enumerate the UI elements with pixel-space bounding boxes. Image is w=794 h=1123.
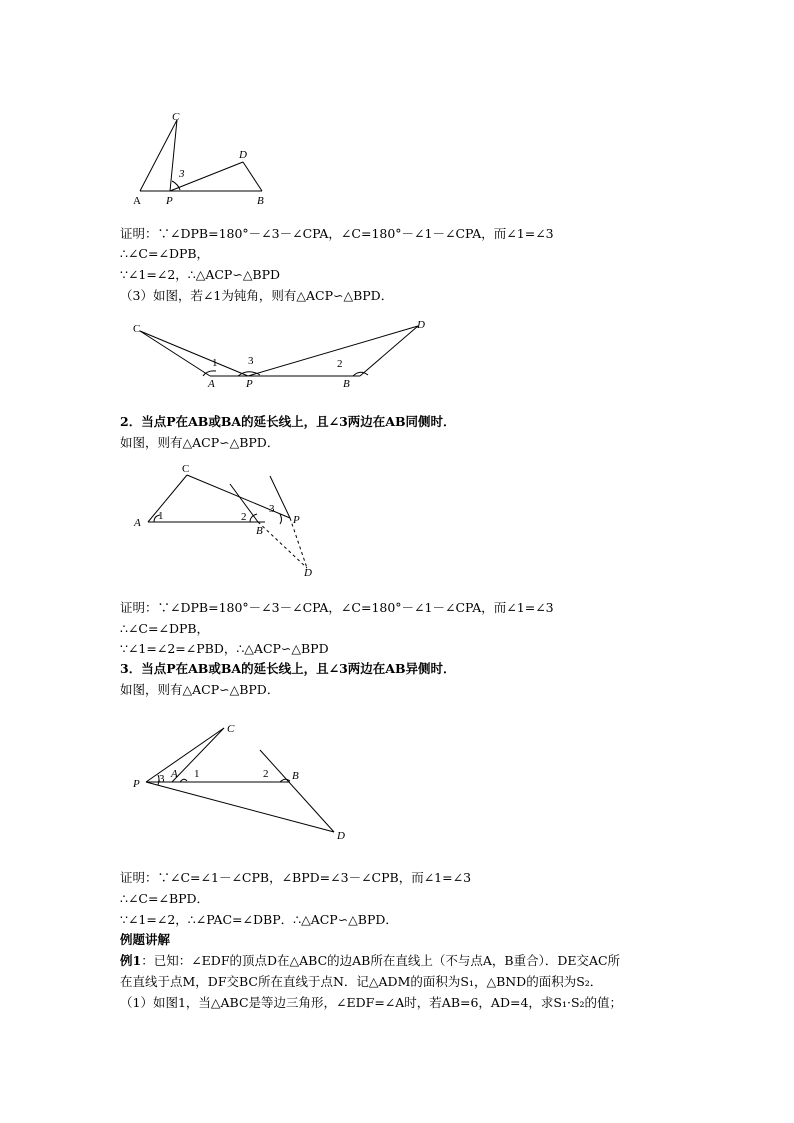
label-A: A	[208, 378, 215, 390]
proof3-line2: ∴∠C=∠BPD．	[120, 891, 210, 906]
examples-heading: 例题讲解	[120, 932, 171, 947]
label-A: A	[133, 195, 141, 207]
label-C: C	[227, 723, 235, 735]
angle-2-label: 2	[241, 511, 247, 523]
proof3-line1: 证明：∵∠C=∠1－∠CPB，∠BPD=∠3－∠CPB，而∠1=∠3	[120, 870, 472, 885]
example1-line2: 在直线于点M，DF交BC所在直线于点N．记△ADM的面积为S₁，△BND的面积为S₂．	[120, 974, 603, 989]
label-B: B	[343, 378, 350, 390]
proof1-line2: ∴∠C=∠DPB，	[120, 246, 210, 261]
figure-2	[120, 312, 440, 392]
example1-label: 例1	[120, 953, 142, 968]
label-P: P	[246, 378, 253, 390]
angle-3-label: 3	[248, 355, 254, 367]
proof3-line3: ∵∠1=∠2，∴∠PAC=∠DBP．∴△ACP∽△BPD．	[120, 912, 398, 927]
figure-3	[120, 458, 340, 583]
label-C: C	[172, 111, 180, 123]
label-P: P	[166, 195, 173, 207]
proof1-line1: 证明：∵∠DPB=180°－∠3－∠CPA，∠C=180°－∠1－∠CPA，而∠1=∠3	[120, 226, 554, 241]
angle-1-label: 1	[194, 768, 200, 780]
proof2-line1: 证明：∵∠DPB=180°－∠3－∠CPA，∠C=180°－∠1－∠CPA，而∠1=∠3	[120, 600, 554, 615]
proof2-line2: ∴∠C=∠DPB，	[120, 621, 210, 636]
angle-3-label: 3	[269, 503, 275, 515]
angle-2-label: 2	[337, 358, 343, 370]
label-D: D	[304, 567, 312, 579]
figure-1	[120, 100, 300, 210]
label-P: P	[133, 778, 140, 790]
angle-1-label: 1	[158, 510, 164, 522]
label-B: B	[292, 770, 299, 782]
label-B: B	[256, 525, 263, 537]
label-B: B	[257, 195, 264, 207]
section2-intro: 如图，则有△ACP∽△BPD．	[120, 435, 280, 450]
label-A: A	[134, 517, 141, 529]
label-P: P	[293, 514, 300, 526]
case3-note: （3）如图，若∠1为钝角，则有△ACP∽△BPD．	[120, 288, 394, 303]
label-C: C	[133, 323, 141, 335]
label-C: C	[182, 463, 190, 475]
angle-1-label: 1	[212, 357, 218, 369]
section2-heading: 2．当点P在AB或BA的延长线上，且∠3两边在AB同侧时．	[120, 414, 456, 429]
example1-text: ：已知：∠EDF的顶点D在△ABC的边AB所在直线上（不与点A，B重合）．DE交AC所	[141, 953, 621, 968]
section3-heading: 3．当点P在AB或BA的延长线上，且∠3两边在AB异侧时．	[120, 661, 456, 676]
angle-2-label: 2	[263, 768, 269, 780]
figure-4	[120, 715, 360, 845]
proof2-line3: ∵∠1=∠2=∠PBD，∴△ACP∽△BPD	[120, 641, 329, 656]
label-D: D	[239, 149, 247, 161]
label-D: D	[417, 319, 425, 331]
proof1-line3: ∵∠1=∠2，∴△ACP∽△BPD	[120, 267, 281, 282]
example1-line3: （1）如图1，当△ABC是等边三角形，∠EDF=∠A时，若AB=6，AD=4，求S₁·S₂的值；	[120, 995, 623, 1010]
angle-3-label: 3	[159, 773, 165, 785]
label-A: A	[171, 768, 178, 780]
section3-intro: 如图，则有△ACP∽△BPD．	[120, 682, 280, 697]
example1-line1	[120, 953, 620, 969]
label-D: D	[337, 830, 345, 842]
angle-3-label: 3	[179, 168, 185, 180]
